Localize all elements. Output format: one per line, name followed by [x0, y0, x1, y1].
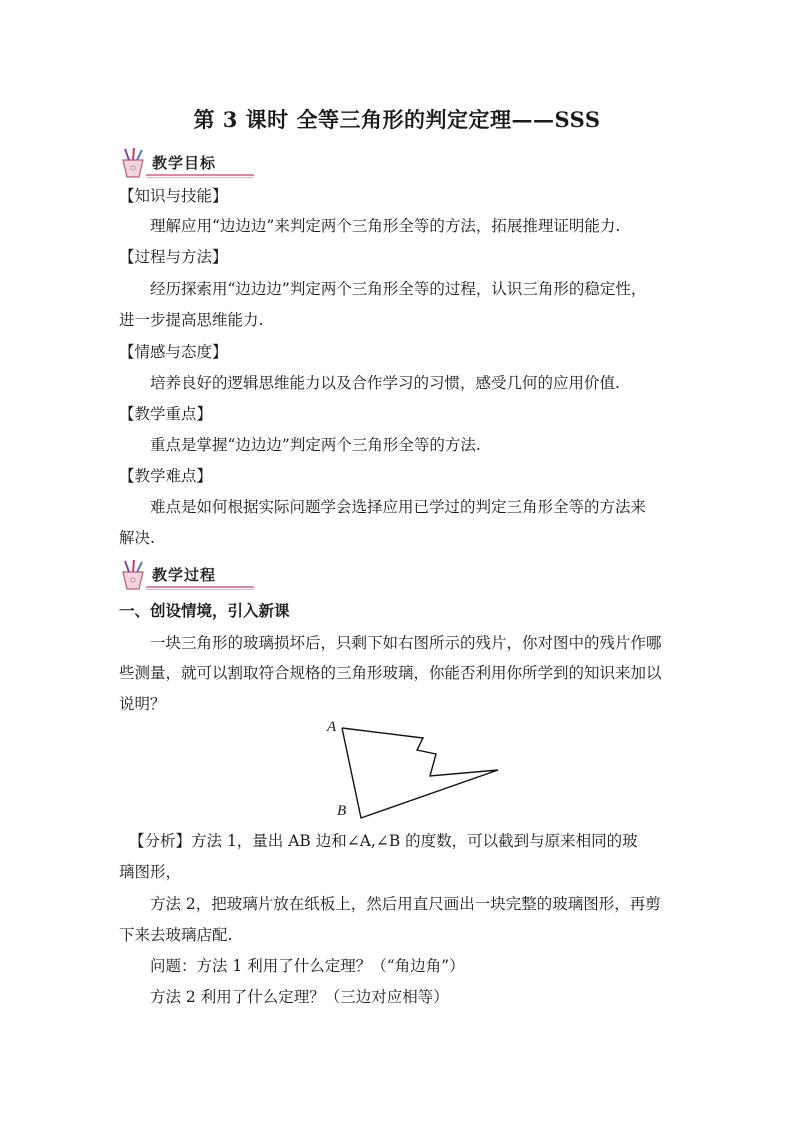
- subheading-scenario: 一、创设情境，引入新课: [119, 601, 290, 620]
- section-header-label: 教学过程: [152, 566, 217, 584]
- intro-line1: 一块三角形的玻璃损坏后，只剩下如右图所示的残片，你对图中的残片作哪: [150, 634, 662, 652]
- heading-process: 【过程与方法】: [119, 248, 228, 266]
- intro-line3: 说明？: [119, 695, 166, 713]
- intro-line2: 些测量，就可以割取符合规格的三角形玻璃，你能否利用你所学到的知识来加以: [119, 664, 662, 682]
- section-header-process: [116, 558, 256, 592]
- analysis-tag: 【分析】: [129, 832, 192, 850]
- lesson-title: 第 3 课时 全等三角形的判定定理——SSS: [193, 107, 601, 132]
- paragraph-process-line2: 进一步提高思维能力.: [119, 311, 264, 329]
- heading-attitude: 【情感与态度】: [119, 343, 228, 361]
- heading-knowledge: 【知识与技能】: [119, 187, 228, 205]
- paragraph-key-point: 重点是掌握“边边边”判定两个三角形全等的方法.: [150, 436, 481, 454]
- glass-fragment-figure: [326, 714, 506, 824]
- glass-fragment-shape: [326, 714, 506, 824]
- paragraph-knowledge: 理解应用“边边边”来判定两个三角形全等的方法，拓展推理证明能力.: [150, 217, 621, 235]
- analysis-method1-line2: 璃图形，: [119, 863, 182, 881]
- pencil-cup-icon: [116, 146, 150, 180]
- header-underline-thin: [146, 177, 254, 178]
- question-method2: 方法 2 利用了什么定理？（三边对应相等）: [150, 988, 449, 1006]
- analysis-method2-line1: 方法 2，把玻璃片放在纸板上，然后用直尺画出一块完整的玻璃图形，再剪: [150, 895, 661, 913]
- question-method1: 问题：方法 1 利用了什么定理？（“角边角”）: [150, 957, 465, 975]
- heading-difficulty: 【教学难点】: [119, 467, 213, 485]
- vertex-label-a: A: [327, 719, 337, 735]
- pencil-cup-icon: [116, 558, 150, 592]
- paragraph-difficulty-line1: 难点是如何根据实际问题学会选择应用已学过的判定三角形全等的方法来: [150, 498, 647, 516]
- header-underline-thin: [146, 589, 254, 590]
- paragraph-process-line1: 经历探索用“边边边”判定两个三角形全等的过程，认识三角形的稳定性，: [150, 280, 647, 298]
- paragraph-attitude: 培养良好的逻辑思维能力以及合作学习的习惯，感受几何的应用价值.: [150, 374, 620, 392]
- header-underline: [146, 586, 254, 588]
- heading-key-point: 【教学重点】: [119, 405, 213, 423]
- section-header-label: 教学目标: [152, 154, 217, 172]
- vertex-label-b: B: [337, 803, 347, 819]
- analysis-method1-line1: 方法 1，量出 AB 边和∠A,∠B 的度数，可以截到与原来相同的玻: [191, 832, 638, 850]
- analysis-method2-line2: 下来去玻璃店配.: [119, 926, 233, 944]
- paragraph-difficulty-line2: 解决.: [119, 529, 155, 547]
- analysis-line1: [129, 831, 638, 851]
- section-header-objectives: [116, 146, 256, 180]
- header-underline: [146, 174, 254, 176]
